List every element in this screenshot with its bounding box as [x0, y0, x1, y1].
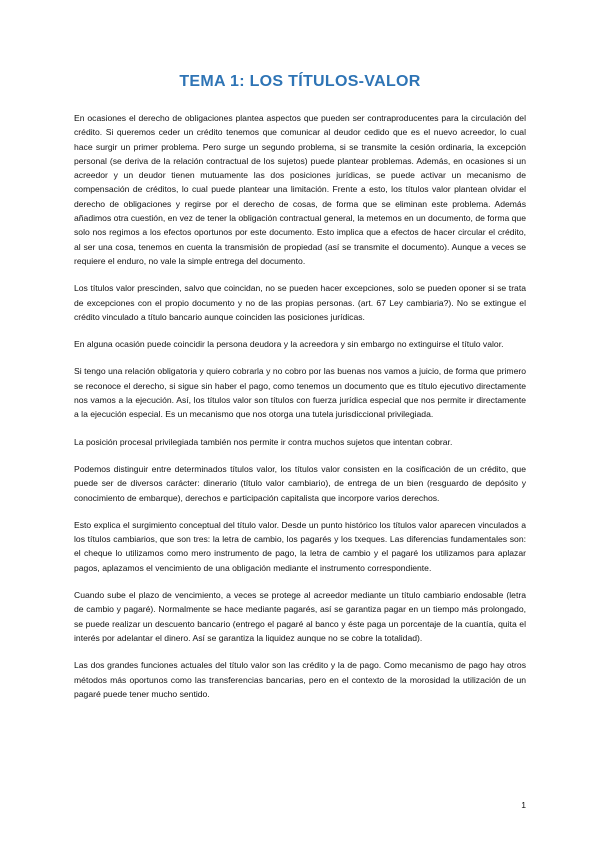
- paragraph: Esto explica el surgimiento conceptual del título valor. Desde un punto histórico los títulos valor aparecen vinculados a los títulos cambiarios, que son tres: la letra de cambio, los pagarés y los txeques. Las diferencias fundamentales son: el cheque lo utilizamos como mero instrumento de pago, la letra de cambio y el pagaré los utilizamos para aplazar pagos, aplazamos el vencimiento de una obligación mediante el instrumento correspondiente.: [74, 519, 526, 573]
- paragraph: Las dos grandes funciones actuales del título valor son las crédito y la de pago. Como mecanismo de pago hay otros métodos más oportunos como las transferencias bancarias, pero en el contexto de la morosidad la utilización de un pagaré puede tener mucho sentido.: [74, 660, 526, 699]
- paragraph: La posición procesal privilegiada también nos permite ir contra muchos sujetos que intentan cobrar.: [74, 436, 453, 447]
- paragraph: En ocasiones el derecho de obligaciones plantea aspectos que pueden ser contraproducentes para la circulación del crédito. Si queremos ceder un crédito tenemos que comunicar al deudor cedido que es el nuevo acreedor, lo cual hace surgir un primer problema. Pero surge un segundo problema, si se transmite la cesión ordinaria, la excepción personal (se deriva de la relación contractual de los sujetos) puede plantear problemas. Además, en ocasiones si un acreedor y un deudor tienen mutuamente las dos posiciones jurídicas, se puede activar un mecanismo de compensación de créditos, lo cual puede plantear una limitación. Frente a esto, los títulos valor plantean olvidar el derecho de obligaciones y regirse por el derecho de cosas, de forma que se eliminan este problema. Además añadimos otra cuestión, en vez de tener la obligación contractual general, la metemos en un documento, de forma que solo nos regimos a los efectos oportunos por este documento. Esto implica que a efectos de hacer circular el crédito, al ser una cosa, tenemos en cuenta la transmisión de propiedad (así se transmite el documento). Aunque a veces se requiere el enduro, no vale la simple entrega del documento.: [74, 113, 526, 266]
- paragraph: Cuando sube el plazo de vencimiento, a veces se protege al acreedor mediante un título cambiario endosable (letra de cambio y pagaré). Normalmente se hace mediante pagarés, así se garantiza pagar en un tiempo más prolongado, se puede realizar un descuento bancario (entrego el pagaré al banco y éste paga un porcentaje de la cuantía, quita el interés por adelantar el dinero. Así se garantiza la liquidez aunque no se cobre la totalidad).: [74, 590, 526, 643]
- page-number: 1: [521, 800, 526, 810]
- paragraph: Si tengo una relación obligatoria y quiero cobrarla y no cobro por las buenas nos vamos a juicio, de forma que primero se reconoce el derecho, si sigue sin haber el pago, como tenemos un documento que es título ejecutivo directamente nos vamos a la ejecución. Así, los títulos valor son títulos con fuerza jurídica especial que nos permite ir directamente a la ejecución especial. Es un mecanismo que nos otorga una tutela jurisdiccional privilegiada.: [74, 366, 526, 420]
- paragraph: Podemos distinguir entre determinados títulos valor, los títulos valor consisten en la cosificación de un crédito, que puede ser de diversos carácter: dinerario (título valor cambiario), de entrega de un bien (resguardo de depósito y conocimiento de embarque), derechos e participación capitalista que incorpore varios derechos.: [74, 463, 526, 503]
- document-body: [74, 111, 526, 714]
- paragraph: Los títulos valor prescinden, salvo que coincidan, no se pueden hacer excepciones, solo se pueden oponer si se trata de excepciones con el propio documento y no de las propias personas. (art. 67 Ley cambiaria?). No se extingue el crédito vinculado a título bancario aunque coinciden las posiciones jurídicas.: [74, 283, 526, 322]
- paragraph: En alguna ocasión puede coincidir la persona deudora y la acreedora y sin embargo no extinguirse el título valor.: [74, 339, 504, 350]
- page-title: TEMA 1: LOS TÍTULOS-VALOR: [179, 73, 421, 90]
